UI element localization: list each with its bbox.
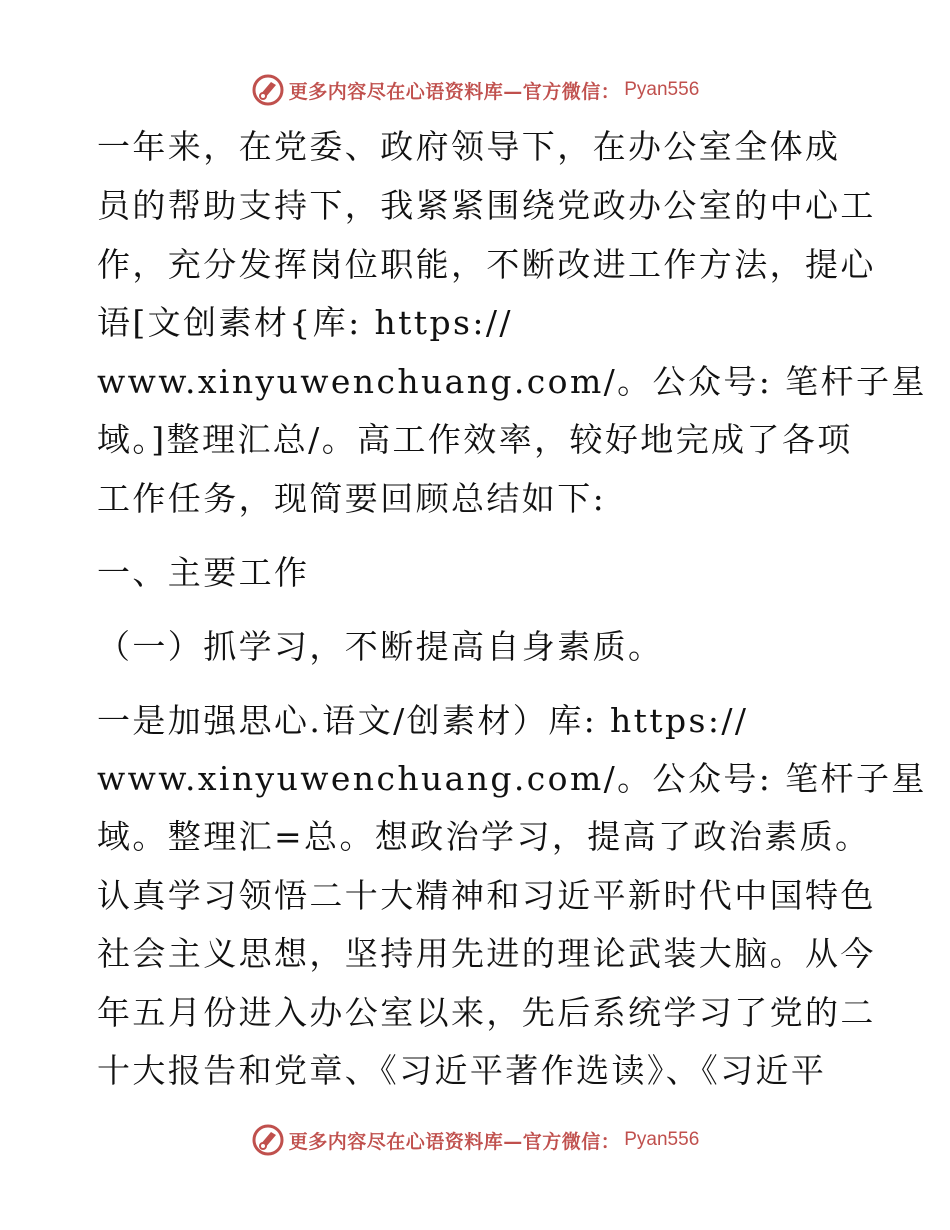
- header-banner-text: 更多内容尽在心语资料库—官方微信：: [288, 80, 621, 103]
- body-line: 一是加强思心.语文/创素材）库: https://: [97, 701, 749, 740]
- body-line: 十大报告和党章、《习近平著作选读》、《习近平: [97, 1051, 827, 1090]
- body-line: 工作任务，现简要回顾总结如下:: [97, 479, 607, 518]
- logo-icon: [251, 73, 285, 107]
- body-line: 年五月份进入办公室以来，先后系统学习了党的二: [97, 993, 876, 1032]
- header-banner-id: Pyan556: [624, 79, 700, 100]
- body-line: 社会主义思想，坚持用先进的理论武装大脑。从今: [97, 934, 876, 973]
- body-line: 作，充分发挥岗位职能，不断改进工作方法，提心: [97, 245, 876, 284]
- subsection-heading: （一）抓学习，不断提高自身素质。: [97, 627, 664, 666]
- footer-banner-id: Pyan556: [624, 1129, 700, 1150]
- body-line: 一年来，在党委、政府领导下，在办公室全体成: [97, 127, 841, 166]
- body-line: www.xinyuwenchuang.com/。公众号: 笔杆子星: [97, 362, 927, 401]
- logo-icon: [251, 1123, 285, 1157]
- footer-banner-text: 更多内容尽在心语资料库—官方微信：: [288, 1130, 621, 1153]
- body-line: www.xinyuwenchuang.com/。公众号: 笔杆子星: [97, 759, 927, 798]
- body-line: 域。整理汇=总。想政治学习，提高了政治素质。: [97, 817, 871, 856]
- body-line: 认真学习领悟二十大精神和习近平新时代中国特色: [97, 876, 876, 915]
- section-heading: 一、主要工作: [97, 553, 310, 592]
- footer-banner: [0, 1120, 950, 1160]
- body-line: 语[文创素材{库: https://: [97, 303, 513, 342]
- header-banner: [0, 70, 950, 110]
- body-line: 域。]整理汇总/。高工作效率，较好地完成了各项: [97, 420, 853, 459]
- body-line: 员的帮助支持下，我紧紧围绕党政办公室的中心工: [97, 186, 876, 225]
